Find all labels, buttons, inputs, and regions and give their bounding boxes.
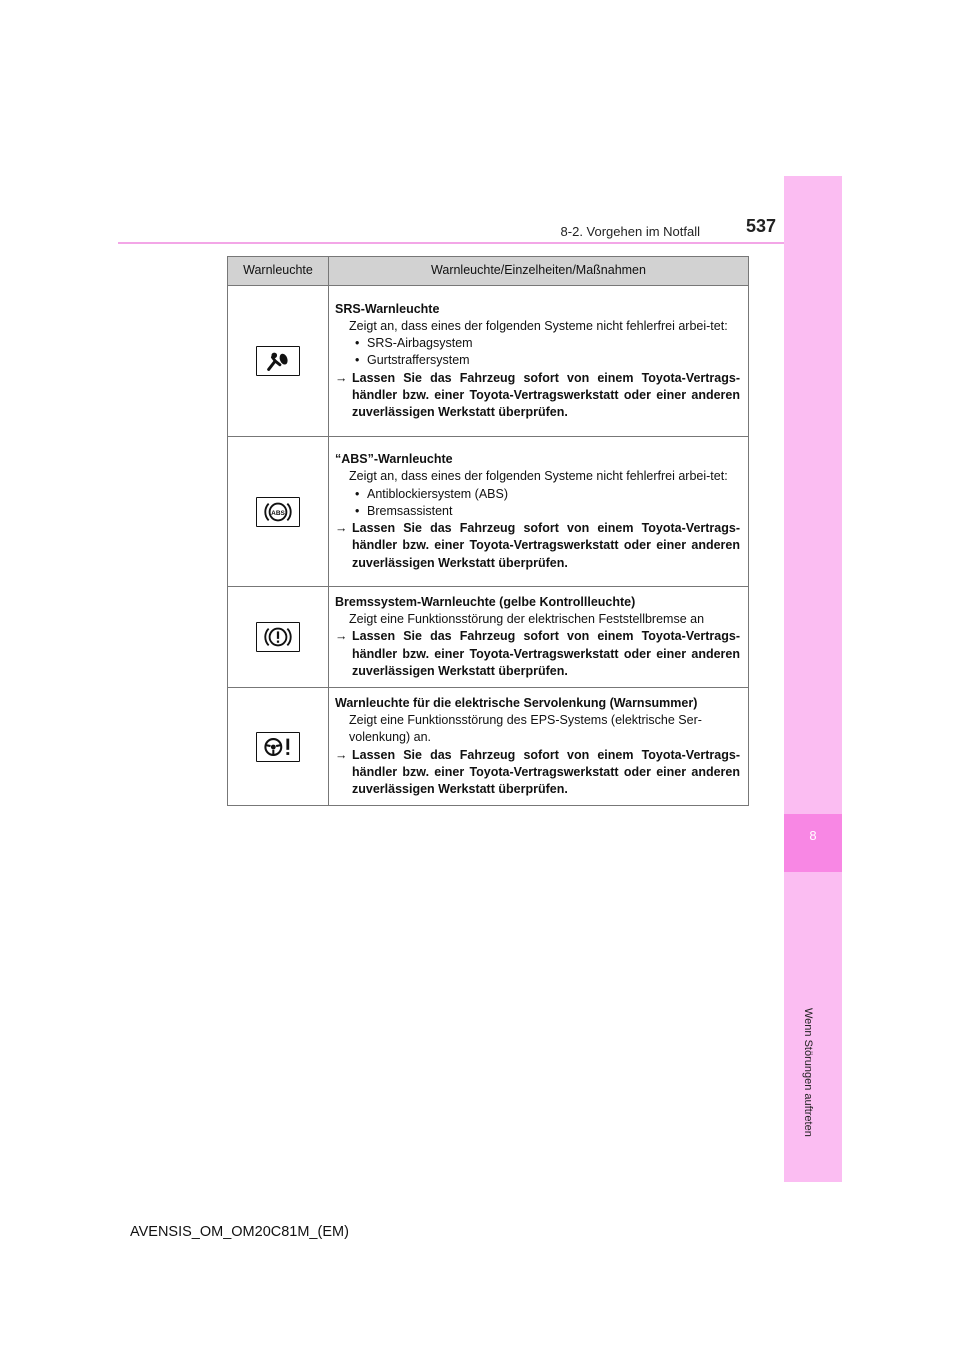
airbag-person-icon xyxy=(256,346,300,376)
icon-cell xyxy=(228,587,329,688)
arrow-right-icon: → xyxy=(335,521,348,536)
bullet-icon: • xyxy=(355,336,360,351)
manual-code: AVENSIS_OM_OM20C81M_(EM) xyxy=(130,1224,349,1240)
header-divider xyxy=(118,242,784,244)
entry-title: Warnleuchte für die elektrische Servolenkung (Warnsummer) xyxy=(335,696,698,711)
table-header-row xyxy=(228,257,749,286)
chapter-number: 8 xyxy=(809,828,817,843)
entry-description: Zeigt eine Funktionsstörung der elektrischen Feststellbremse an xyxy=(349,612,705,627)
entry-description: Zeigt eine Funktionsstörung des EPS-Systems (elektrische Ser-volenkung) an. xyxy=(349,713,702,745)
arrow-right-icon: → xyxy=(335,629,348,644)
section-title: 8-2. Vorgehen im Notfall xyxy=(560,224,700,239)
entry-action: → Lassen Sie das Fahrzeug sofort von einem Toyota-Vertrags-händler bzw. einer Toyota-Vertragswerkstatt oder einer anderen zuverlässigen Werkstatt überprüfen. xyxy=(335,747,740,799)
entry-title: Bremssystem-Warnleuchte (gelbe Kontrollleuchte) xyxy=(335,595,636,609)
details-cell xyxy=(329,587,749,688)
entry-title: “ABS”-Warnleuchte xyxy=(335,452,453,467)
table-row xyxy=(228,437,749,587)
chapter-title: Wenn Störungen auftreten xyxy=(802,1008,814,1137)
arrow-right-icon: → xyxy=(335,747,348,762)
entry-title: SRS-Warnleuchte xyxy=(335,301,440,316)
icon-cell xyxy=(228,437,329,587)
list-item: • Bremsassistent xyxy=(335,503,740,520)
icon-cell xyxy=(228,286,329,437)
bullet-icon: • xyxy=(355,353,360,368)
entry-description: Zeigt an, dass eines der folgenden Systeme nicht fehlerfrei arbei-tet: xyxy=(349,469,728,484)
entry-description: Zeigt an, dass eines der folgenden Systeme nicht fehlerfrei arbei-tet: xyxy=(349,318,728,333)
bullet-icon: • xyxy=(355,503,360,518)
brake-system-icon xyxy=(256,622,300,652)
details-cell xyxy=(329,286,749,437)
list-item: • SRS-Airbagsystem xyxy=(335,335,740,352)
abs-icon xyxy=(256,497,300,527)
power-steering-icon xyxy=(256,732,300,762)
table-row xyxy=(228,587,749,688)
page-number: 537 xyxy=(745,216,776,236)
details-cell xyxy=(329,688,749,806)
column-header-details: Warnleuchte/Einzelheiten/Maßnahmen xyxy=(329,257,749,286)
list-item: • Antiblockiersystem (ABS) xyxy=(335,486,740,503)
entry-action: → Lassen Sie das Fahrzeug sofort von einem Toyota-Vertrags-händler bzw. einer Toyota-Vertragswerkstatt oder einer anderen zuverlässigen Werkstatt überprüfen. xyxy=(335,370,740,422)
icon-cell xyxy=(228,688,329,806)
abs-icon-label: ABS xyxy=(271,509,285,517)
warning-light-table xyxy=(227,256,749,806)
bullet-icon: • xyxy=(355,486,360,501)
entry-action: → Lassen Sie das Fahrzeug sofort von einem Toyota-Vertrags-händler bzw. einer Toyota-Vertragswerkstatt oder einer anderen zuverlässigen Werkstatt überprüfen. xyxy=(335,520,740,572)
table-row xyxy=(228,286,749,437)
details-cell xyxy=(329,437,749,587)
entry-action: → Lassen Sie das Fahrzeug sofort von einem Toyota-Vertrags-händler bzw. einer Toyota-Vertragswerkstatt oder einer anderen zuverlässigen Werkstatt überprüfen. xyxy=(335,628,740,680)
list-item: • Gurtstraffersystem xyxy=(335,352,740,369)
column-header-warning-light: Warnleuchte xyxy=(228,257,329,286)
chapter-tab-active-marker[interactable] xyxy=(784,814,842,872)
arrow-right-icon: → xyxy=(335,370,348,385)
table-row xyxy=(228,688,749,806)
